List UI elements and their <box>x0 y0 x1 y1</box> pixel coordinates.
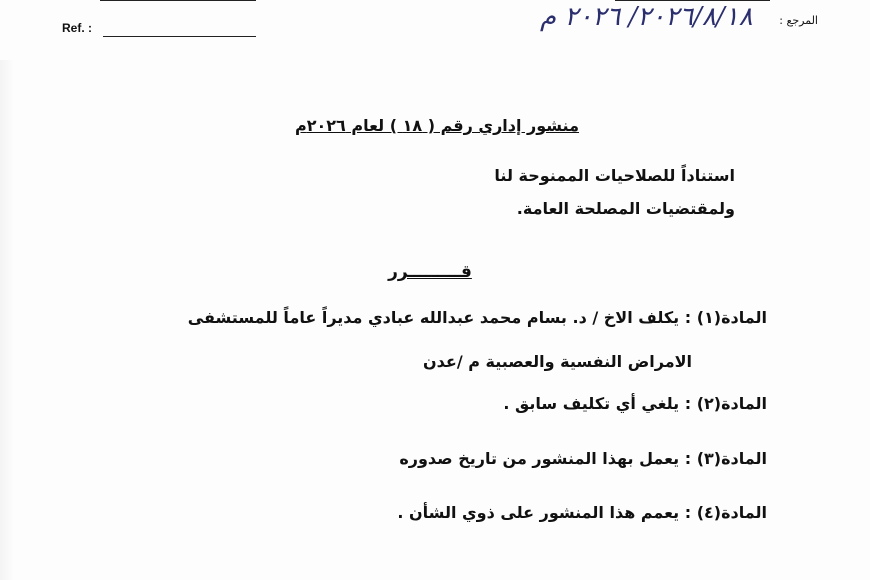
ref-underline <box>103 36 256 37</box>
article-1: المادة(١) : يكلف الاخ / د. بسام محمد عبدالله عبادي مديراً عاماً للمستشفى <box>187 308 767 327</box>
top-rule-right <box>615 0 770 1</box>
article-4: المادة(٤) : يعمم هذا المنشور على ذوي الشأن . <box>397 503 767 522</box>
top-rule-left <box>100 0 256 1</box>
handwritten-reference-number: ٢٠٢٦/٨/١٨/ ٢٠٢٦ م <box>540 2 753 32</box>
ref-label-ar: المرجع : <box>779 14 818 27</box>
preamble-line-1: استناداً للصلاحيات الممنوحة لنا <box>494 166 735 185</box>
document-title: منشور إداري رقم ( ١٨ ) لعام ٢٠٢٦م <box>295 116 579 135</box>
article-2: المادة(٢) : يلغي أي تكليف سابق . <box>503 394 767 413</box>
ref-label-en: Ref. : <box>62 21 92 35</box>
article-3: المادة(٣) : يعمل بهذا المنشور من تاريخ صدوره <box>399 449 767 468</box>
preamble-line-2: ولمقتضيات المصلحة العامة. <box>516 199 735 218</box>
decided-heading: قـــــــــرر <box>388 262 472 282</box>
article-1-continuation: الامراض النفسية والعصبية م /عدن <box>423 352 692 371</box>
page-edge-shadow <box>0 60 14 580</box>
